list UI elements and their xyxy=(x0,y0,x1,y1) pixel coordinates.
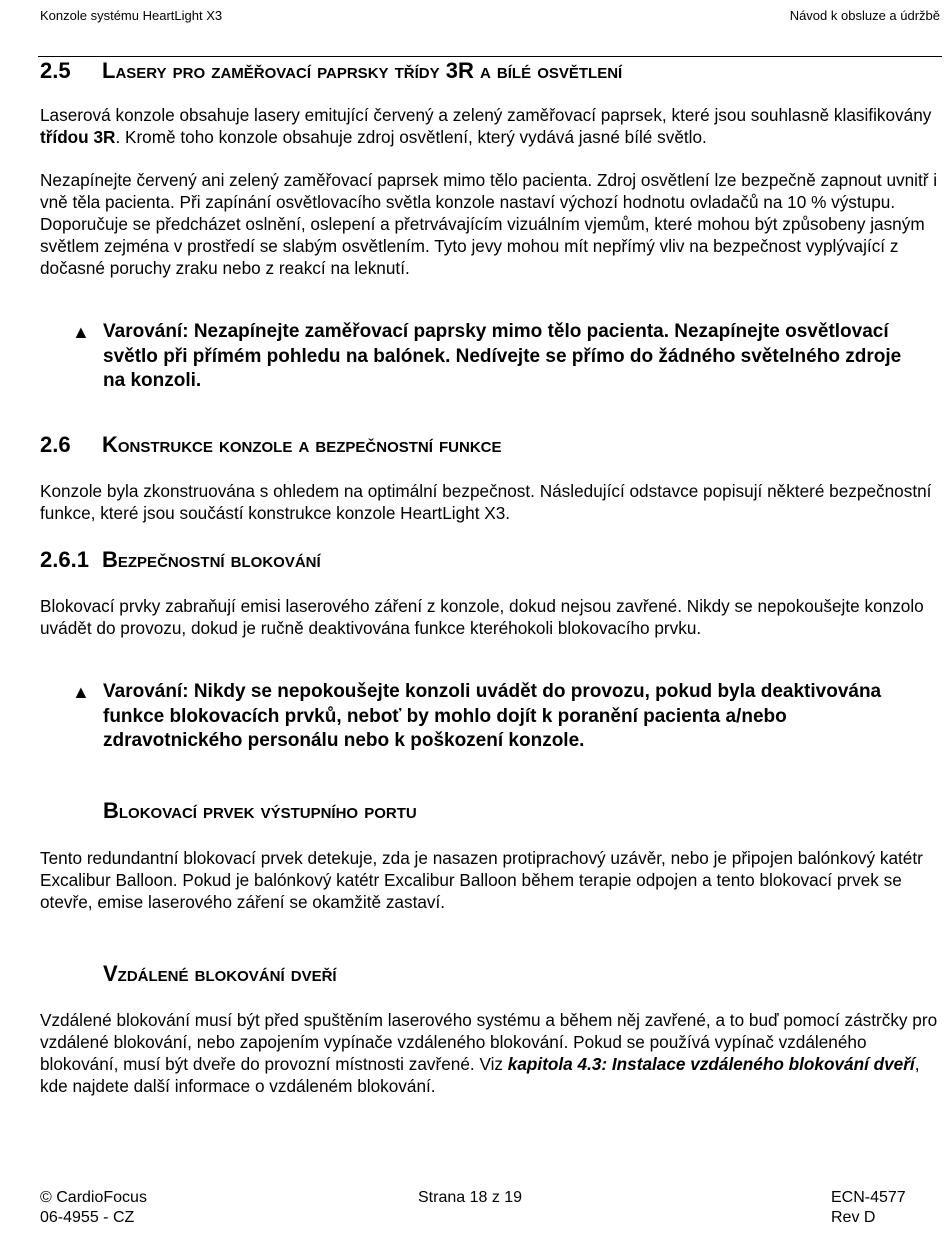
section-title: Lasery pro zaměřovací paprsky třídy 3R a bílé osvětlení xyxy=(102,58,623,83)
warning-text: Varování: Nezapínejte zaměřovací paprsky mimo tělo pacienta. Nezapínejte osvětlovací světlo při přímém pohledu na balónek. Nedívejte se přímo do žádného světelného zdroje na konzoli. xyxy=(103,321,902,391)
text-run: Vzdálené blokování musí být před spuštěním laserového systému a během něj zavřené, a to buď pomocí zástrčky pro vzdálené blokování, nebo zapojením vypínače vzdáleného blokování. Pokud se používá vypínač vzdáleného blokování, musí být dveře do provozní místnosti zavřené. Viz xyxy=(40,1010,938,1074)
text-run: . Kromě toho konzole obsahuje zdroj osvětlení, který vydává jasné bílé světlo. xyxy=(115,127,707,147)
warning-text: Varování: Nikdy se nepokoušejte konzoli uvádět do provozu, pokud byla deaktivována funkce blokovacích prvků, neboť by mohlo dojít k poranění pacienta a/nebo zdravotnického personálu nebo k poškození konzole. xyxy=(103,681,882,751)
footer-revision: Rev D xyxy=(831,1209,876,1226)
footer-doc-number: 06-4955 - CZ xyxy=(40,1209,135,1226)
warning-triangle-icon: ▲ xyxy=(72,322,90,342)
section-heading-2-6 xyxy=(40,432,502,458)
paragraph-console-design: Konzole byla zkonstruována s ohledem na optimální bezpečnost. Následující odstavce popisují některé bezpečnostní funkce, které jsou součástí konstrukce konzole HeartLight X3. xyxy=(40,481,932,523)
subsection-title: Vzdálené blokování dveří xyxy=(103,961,337,986)
text-run: , kde najdete další informace o vzdáleném blokování. xyxy=(40,1054,920,1096)
paragraph-laser-classes xyxy=(40,104,940,148)
section-heading-2-5 xyxy=(40,58,622,84)
footer-left xyxy=(40,1188,147,1228)
section-heading-2-6-1 xyxy=(40,547,321,573)
warning-triangle-icon: ▲ xyxy=(72,682,90,702)
footer-page-number: Strana 18 z 19 xyxy=(418,1189,523,1206)
paragraph-remote-interlock xyxy=(40,1009,940,1097)
header-divider xyxy=(38,56,942,57)
chapter-reference: kapitola 4.3: Instalace vzdáleného blokování dveří xyxy=(507,1054,915,1074)
footer-ecn: ECN-4577 xyxy=(831,1189,906,1206)
section-number: 2.6.1 xyxy=(40,547,89,572)
bold-text: třídou 3R xyxy=(40,127,116,147)
text-run: Laserová konzole obsahuje lasery emitující červený a zelený zaměřovací paprsek, které jsou souhlasně klasifikovány xyxy=(40,105,932,125)
section-title: Bezpečnostní blokování xyxy=(102,547,321,572)
footer-company: © CardioFocus xyxy=(40,1189,147,1206)
header-title: Konzole systému HeartLight X3 xyxy=(40,8,223,23)
subheading-port-interlock xyxy=(103,798,417,824)
footer-right xyxy=(831,1188,906,1228)
subsection-title: Blokovací prvek výstupního portu xyxy=(103,798,417,823)
paragraph-port-interlock: Tento redundantní blokovací prvek detekuje, zda je nasazen protiprachový uzávěr, nebo je připojen balónkový katétr Excalibur Balloon. Pokud je balónkový katétr Excalibur Balloon během terapie odpojen a tento blokovací prvek se otevře, emise laserového záření se okamžitě zastaví. xyxy=(40,848,923,912)
section-number: 2.5 xyxy=(40,58,71,83)
paragraph-aiming-beams: Nezapínejte červený ani zelený zaměřovací paprsek mimo tělo pacienta. Zdroj osvětlení lze bezpečně zapnout uvnitř i vně těla pacienta. Při zapínání osvětlovacího světla konzole nastaví výchozí hodnotu ovladačů na 10 % výstupu. Doporučuje se předcházet oslnění, oslepení a přetrvávajícím vizuálním vjemům, které mohou být způsobeny jasným světlem zejména v prostředí se slabým osvětlením. Tyto jevy mohou mít nepřímý vliv na bezpečnost vyplývající z dočasné poruchy zraku nebo z reakcí na leknutí. xyxy=(40,170,938,278)
subheading-remote-door-interlock xyxy=(103,961,337,987)
section-number: 2.6 xyxy=(40,432,71,457)
section-title: Konstrukce konzole a bezpečnostní funkce xyxy=(102,432,502,457)
header-doc-type: Návod k obsluze a údržbě xyxy=(789,8,940,23)
paragraph-interlocks: Blokovací prvky zabraňují emisi laserového záření z konzole, dokud nejsou zavřené. Nikdy se nepokoušejte konzolo uvádět do provozu, dokud je ručně deaktivována funkce kteréhokoli blokovacího prvku. xyxy=(40,596,924,638)
